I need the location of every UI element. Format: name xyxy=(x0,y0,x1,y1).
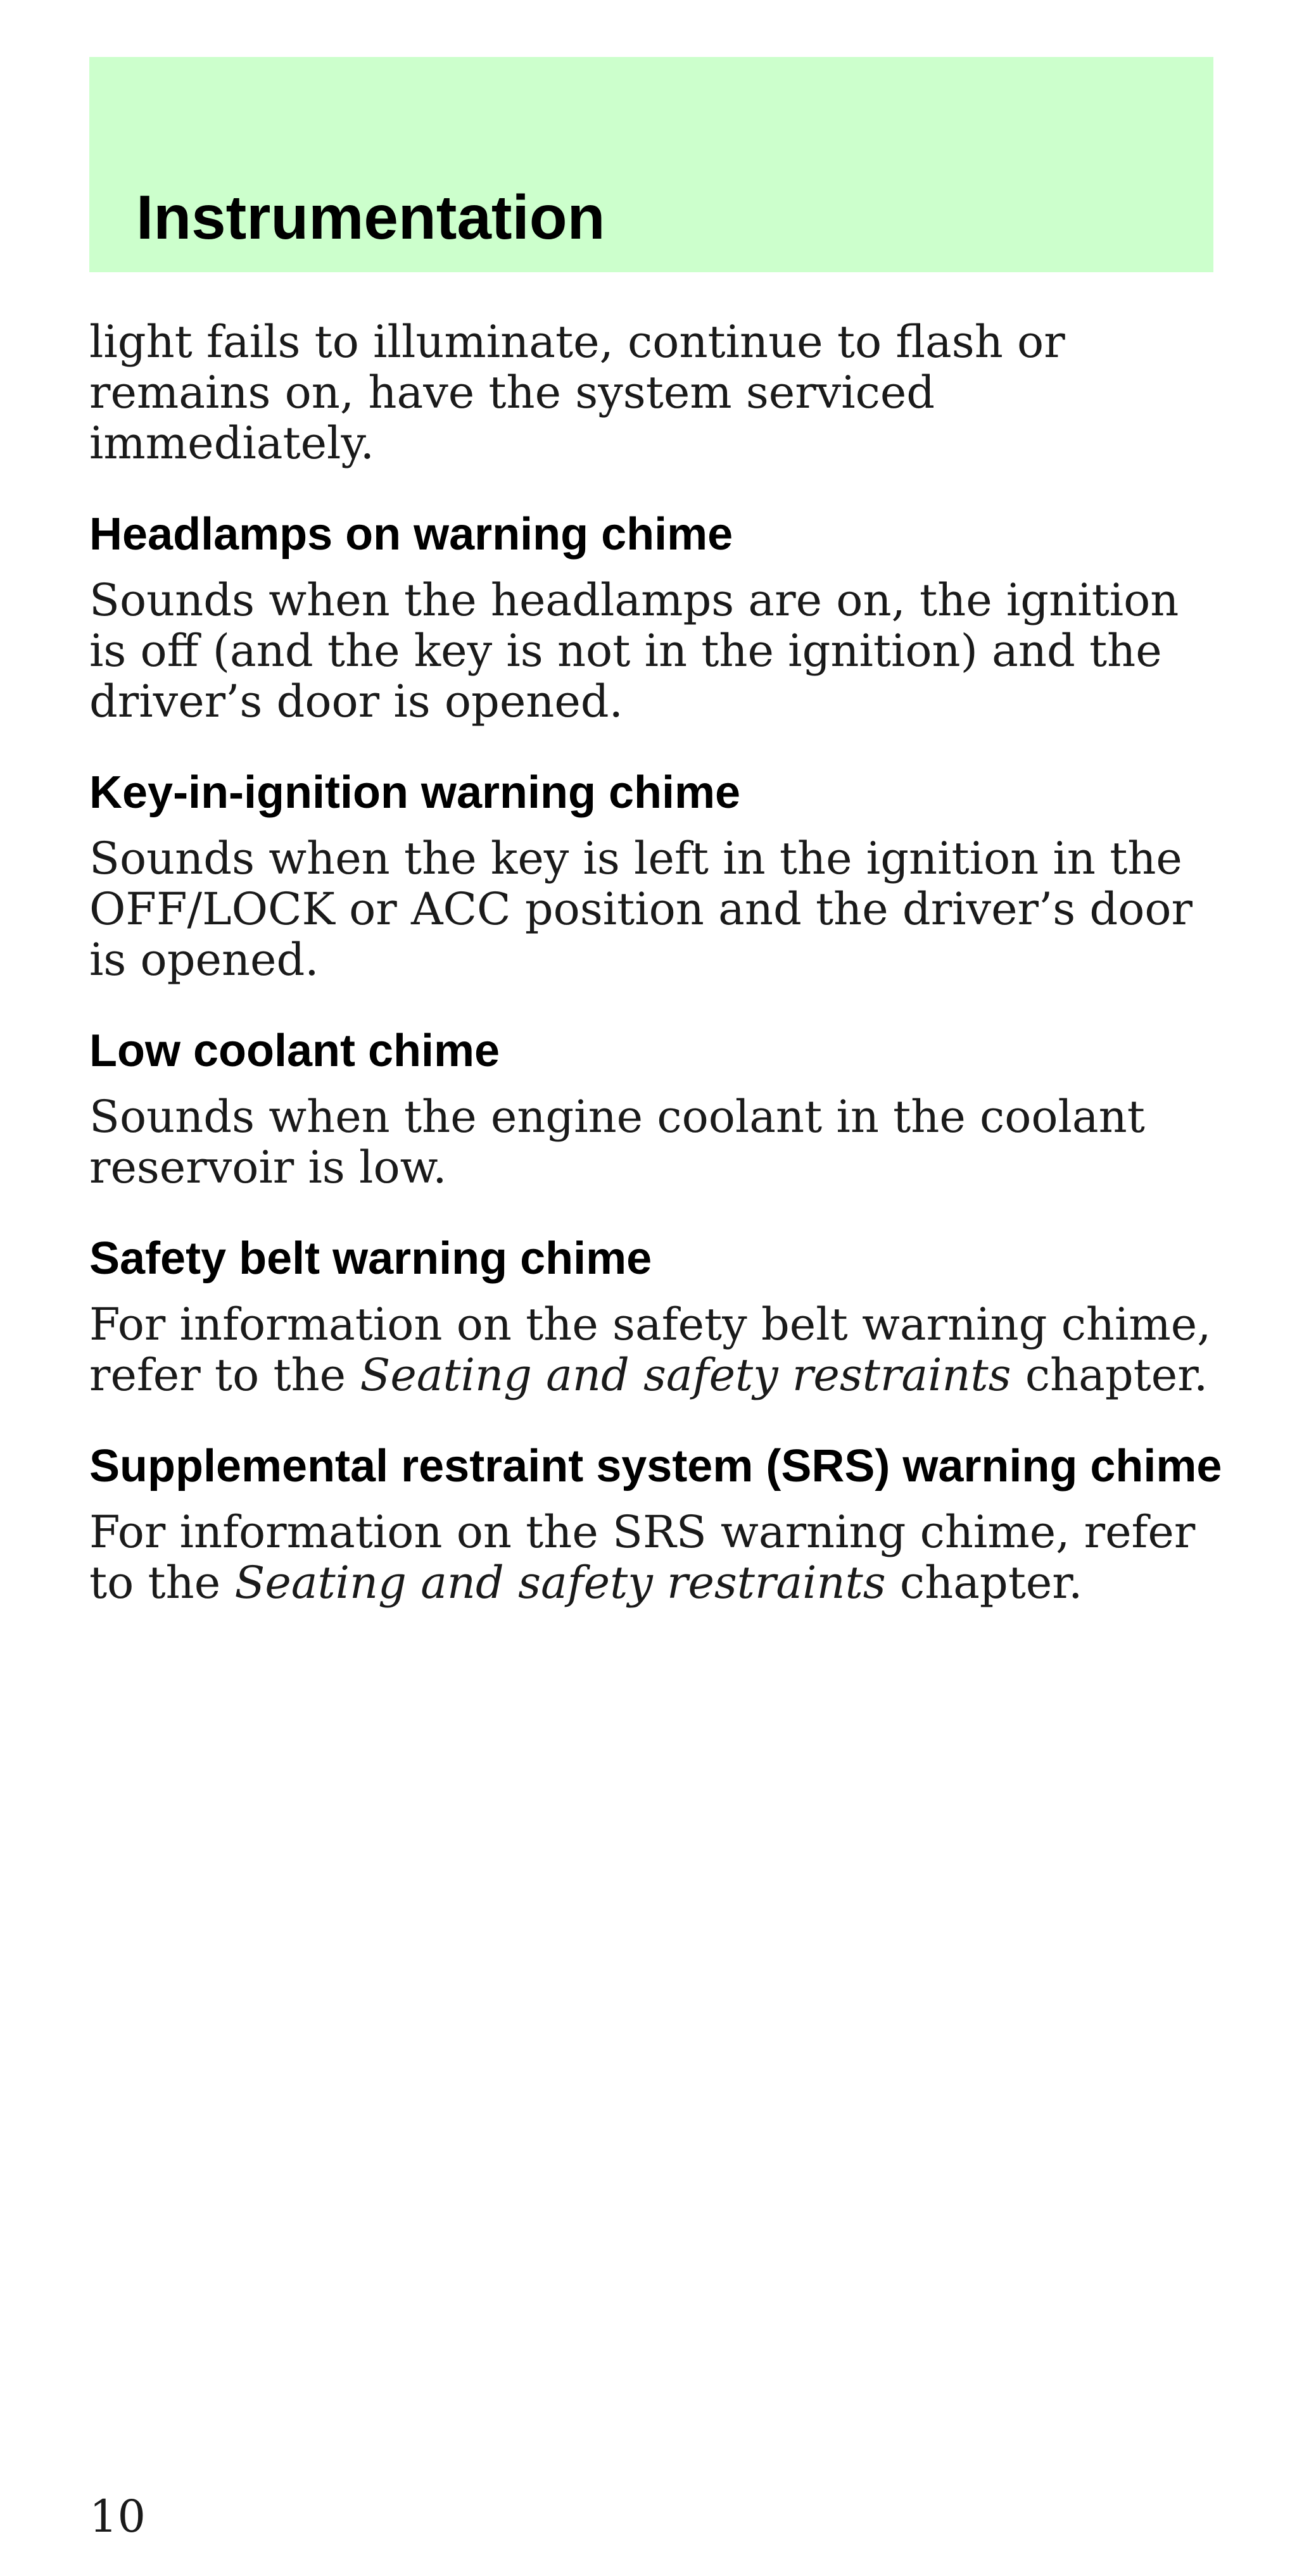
key-in-ignition-chime-body: Sounds when the key is left in the ignition in the OFF/LOCK or ACC position and the driver’s door is opened. xyxy=(89,832,1193,986)
headlamps-chime-body: Sounds when the headlamps are on, the ignition is off (and the key is not in the ignition) and the driver’s door is opened. xyxy=(89,574,1179,727)
srs-chime-heading: Supplemental restraint system (SRS) warning chime xyxy=(89,1441,1222,1492)
intro-paragraph: light fails to illuminate, continue to flash or remains on, have the system serviced immediately. xyxy=(89,316,1065,469)
srs-chime-body xyxy=(89,1507,1223,1608)
headlamps-chime-heading: Headlamps on warning chime xyxy=(89,509,733,560)
section-title: Instrumentation xyxy=(136,182,605,252)
low-coolant-chime-heading: Low coolant chime xyxy=(89,1026,500,1076)
key-in-ignition-chime-heading: Key-in-ignition warning chime xyxy=(89,767,741,818)
low-coolant-chime-body: Sounds when the engine coolant in the coolant reservoir is low. xyxy=(89,1091,1145,1193)
safety-belt-chime-heading: Safety belt warning chime xyxy=(89,1233,652,1284)
page-number: 10 xyxy=(89,2491,146,2542)
page-content xyxy=(89,317,1223,1649)
safety-belt-chime-body xyxy=(89,1299,1223,1400)
chapter-reference: Seating and safety restraints xyxy=(360,1349,1011,1401)
srs-body-text: For information on the SRS warning chime, refer to the xyxy=(89,1506,1196,1609)
srs-body-end: chapter. xyxy=(885,1557,1083,1609)
safety-belt-body-text: For information on the safety belt warning chime, refer to the xyxy=(89,1298,1212,1401)
chapter-reference: Seating and safety restraints xyxy=(234,1557,886,1609)
safety-belt-body-end: chapter. xyxy=(1011,1349,1208,1401)
